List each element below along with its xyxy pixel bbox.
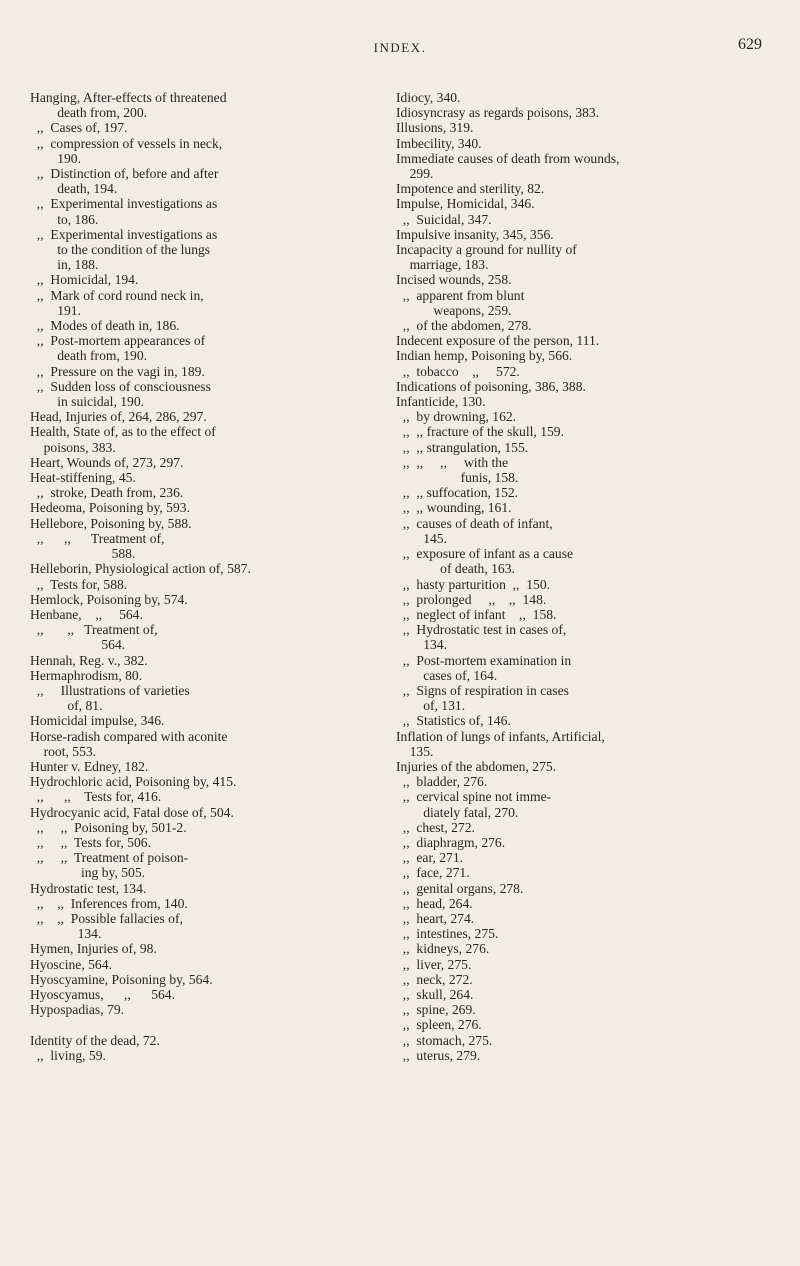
index-entry-line: ,, chest, 272.: [396, 819, 475, 835]
index-entry-line: Hymen, Injuries of, 98.: [30, 941, 157, 957]
index-entry-line: Hennah, Reg. v., 382.: [30, 652, 148, 668]
index-entry-line: in suicidal, 190.: [30, 394, 145, 410]
index-entry-line: ,, stomach, 275.: [396, 1032, 493, 1048]
index-entry-line: marriage, 183.: [396, 257, 489, 273]
index-entry-line: Imbecility, 340.: [396, 135, 482, 151]
index-entry-line: Hyoscyamine, Poisoning by, 564.: [30, 971, 213, 987]
index-entry-line: Heat-stiffening, 45.: [30, 470, 136, 486]
index-entry-line: ,, Experimental investigations as: [30, 226, 218, 242]
index-entry-line: ,, Suicidal, 347.: [396, 211, 492, 227]
index-entry-line: Hedeoma, Poisoning by, 593.: [30, 500, 190, 516]
index-entry-line: Health, State of, as to the effect of: [30, 424, 216, 440]
index-entry-line: ,, cervical spine not imme-: [396, 789, 552, 805]
index-entry-line: weapons, 259.: [396, 302, 512, 318]
index-entry-line: death from, 190.: [30, 348, 148, 364]
index-entry-line: Head, Injuries of, 264, 286, 297.: [30, 409, 207, 425]
index-entry-line: 191.: [30, 302, 81, 318]
index-entry-line: Henbane, ,, 564.: [30, 606, 143, 622]
index-entry-line: ,, by drowning, 162.: [396, 409, 517, 425]
page-number: 629: [738, 36, 762, 53]
index-entry-line: ,, exposure of infant as a cause: [396, 546, 574, 562]
index-entry-line: ,, ,, Treatment of,: [30, 530, 165, 546]
index-entry-line: ,, spleen, 276.: [396, 1017, 482, 1033]
index-entry-line: Horse-radish compared with aconite: [30, 728, 228, 744]
index-entry-line: ,, tobacco ,, 572.: [396, 363, 520, 379]
index-column-left: [30, 90, 380, 1063]
index-entry-line: 135.: [396, 743, 434, 759]
index-entry-line: ,, Illustrations of varieties: [30, 682, 190, 698]
index-entry-line: ,, Distinction of, before and after: [30, 166, 219, 182]
index-entry-line: 134.: [30, 926, 102, 942]
index-entry-line: ,, face, 271.: [396, 865, 470, 881]
index-entry-line: Immediate causes of death from wounds,: [396, 150, 620, 166]
index-entry-line: Idiocy, 340.: [396, 90, 461, 105]
index-entry-line: to, 186.: [30, 211, 99, 227]
index-entry-line: Infanticide, 130.: [396, 394, 486, 410]
index-entry-line: ,, genital organs, 278.: [396, 880, 524, 896]
index-entry-line: 299.: [396, 166, 434, 182]
index-entry-line: Heart, Wounds of, 273, 297.: [30, 454, 184, 470]
index-entry-line: ,, neglect of infant ,, 158.: [396, 606, 557, 622]
index-entry-line: ,, ,, Tests for, 416.: [30, 789, 162, 805]
index-entry-line: funis, 158.: [396, 470, 519, 486]
index-entry-line: of, 81.: [30, 698, 103, 714]
index-entry-line: Impotence and sterility, 82.: [396, 181, 545, 197]
index-entry-line: Hemlock, Poisoning by, 574.: [30, 591, 188, 607]
index-entry-line: ,, uterus, 279.: [396, 1047, 481, 1063]
index-entry-line: ,, of the abdomen, 278.: [396, 318, 532, 334]
index-entry-line: Impulsive insanity, 345, 356.: [396, 226, 554, 242]
index-entry-line: ,, kidneys, 276.: [396, 941, 490, 957]
index-entry-line: ,, ,, strangulation, 155.: [396, 439, 529, 455]
index-entry-line: ,, intestines, 275.: [396, 926, 499, 942]
index-entry-line: ,, skull, 264.: [396, 986, 474, 1002]
index-entry-line: Hunter v. Edney, 182.: [30, 758, 149, 774]
index-entry-line: Hermaphrodism, 80.: [30, 667, 143, 683]
index-entry-line: ,, stroke, Death from, 236.: [30, 485, 184, 501]
index-entry-line: ,, Statistics of, 146.: [396, 713, 511, 729]
index-entry-line: ,, diaphragm, 276.: [396, 834, 506, 850]
index-entry-line: ,, hasty parturition ,, 150.: [396, 576, 551, 592]
index-entry-line: Hypospadias, 79.: [30, 1002, 125, 1018]
index-entry-line: Illusions, 319.: [396, 120, 474, 136]
index-entry-line: [30, 1017, 380, 1032]
index-entry-line: ,, living, 59.: [30, 1047, 106, 1063]
index-entry-line: ,, Cases of, 197.: [30, 120, 128, 136]
index-entry-line: ,, ,, Treatment of,: [30, 622, 158, 638]
index-entry-line: ,, head, 264.: [396, 895, 473, 911]
index-entry-line: Identity of the dead, 72.: [30, 1032, 160, 1048]
index-entry-line: ,, Mark of cord round neck in,: [30, 287, 204, 303]
index-entry-line: ,, ,, suffocation, 152.: [396, 485, 519, 501]
index-entry-line: Injuries of the abdomen, 275.: [396, 758, 557, 774]
index-entry-line: ,, Hydrostatic test in cases of,: [396, 622, 567, 638]
index-entry-line: ,, ,, Tests for, 506.: [30, 834, 151, 850]
index-entry-line: to the condition of the lungs: [30, 242, 211, 258]
index-column-right: [396, 90, 771, 1063]
index-entry-line: Impulse, Homicidal, 346.: [396, 196, 535, 212]
index-entry-line: ,, neck, 272.: [396, 971, 473, 987]
index-entry-line: Homicidal impulse, 346.: [30, 713, 165, 729]
index-entry-line: ,, Experimental investigations as: [30, 196, 218, 212]
index-entry-line: ,, liver, 275.: [396, 956, 472, 972]
index-entry-line: Hydrochloric acid, Poisoning by, 415.: [30, 774, 237, 790]
index-entry-line: Hellebore, Poisoning by, 588.: [30, 515, 192, 531]
index-entry-line: of, 131.: [396, 698, 466, 714]
index-entry-line: ,, ,, fracture of the skull, 159.: [396, 424, 564, 440]
index-entry-line: 588.: [30, 546, 136, 562]
index-entry-line: poisons, 383.: [30, 439, 116, 455]
index-entry-line: 145.: [396, 530, 447, 546]
index-entry-line: Incised wounds, 258.: [396, 272, 512, 288]
index-entry-line: ,, Modes of death in, 186.: [30, 318, 180, 334]
index-entry-line: death from, 200.: [30, 105, 148, 121]
index-entry-line: Hyoscyamus, ,, 564.: [30, 986, 175, 1002]
index-entry-line: diately fatal, 270.: [396, 804, 519, 820]
index-entry-line: of death, 163.: [396, 561, 515, 577]
index-entry-line: ,, Signs of respiration in cases: [396, 682, 569, 698]
index-entry-line: Hydrostatic test, 134.: [30, 880, 147, 896]
index-entry-line: death, 194.: [30, 181, 118, 197]
index-entry-line: ,, ,, Poisoning by, 501-2.: [30, 819, 187, 835]
index-entry-line: 190.: [30, 150, 81, 166]
index-entry-line: ,, spine, 269.: [396, 1002, 476, 1018]
index-entry-line: ,, Post-mortem appearances of: [30, 333, 206, 349]
index-entry-line: ,, heart, 274.: [396, 910, 475, 926]
index-entry-line: cases of, 164.: [396, 667, 498, 683]
index-entry-line: Indecent exposure of the person, 111.: [396, 333, 600, 349]
index-entry-line: 134.: [396, 637, 447, 653]
index-entry-line: ,, Pressure on the vagi in, 189.: [30, 363, 205, 379]
index-entry-line: 564.: [30, 637, 126, 653]
index-entry-line: Indian hemp, Poisoning by, 566.: [396, 348, 573, 364]
index-entry-line: Idiosyncrasy as regards poisons, 383.: [396, 105, 600, 121]
index-entry-line: ,, bladder, 276.: [396, 774, 488, 790]
index-entry-line: ,, causes of death of infant,: [396, 515, 553, 531]
index-entry-line: Inflation of lungs of infants, Artificial,: [396, 728, 605, 744]
index-entry-line: ,, Homicidal, 194.: [30, 272, 139, 288]
index-entry-line: Helleborin, Physiological action of, 587.: [30, 561, 251, 577]
index-entry-line: ,, ,, ,, with the: [396, 454, 509, 470]
index-entry-line: ,, Sudden loss of consciousness: [30, 378, 211, 394]
index-entry-line: Indications of poisoning, 386, 388.: [396, 378, 586, 394]
index-entry-line: Hanging, After-effects of threatened: [30, 90, 227, 105]
page-header-title: INDEX.: [373, 40, 427, 55]
index-entry-line: ing by, 505.: [30, 865, 146, 881]
index-entry-line: Hyoscine, 564.: [30, 956, 112, 972]
index-entry-line: ,, prolonged ,, ,, 148.: [396, 591, 547, 607]
index-entry-line: ,, ear, 271.: [396, 850, 464, 866]
index-entry-line: ,, ,, Possible fallacies of,: [30, 910, 183, 926]
index-entry-line: ,, ,, wounding, 161.: [396, 500, 512, 516]
index-entry-line: ,, Tests for, 588.: [30, 576, 128, 592]
index-entry-line: in, 188.: [30, 257, 99, 273]
index-entry-line: ,, apparent from blunt: [396, 287, 525, 303]
index-entry-line: Hydrocyanic acid, Fatal dose of, 504.: [30, 804, 234, 820]
index-entry-line: ,, compression of vessels in neck,: [30, 135, 223, 151]
index-entry-line: ,, Post-mortem examination in: [396, 652, 572, 668]
index-entry-line: ,, ,, Treatment of poison-: [30, 850, 189, 866]
index-entry-line: Incapacity a ground for nullity of: [396, 242, 577, 258]
index-entry-line: root, 553.: [30, 743, 97, 759]
index-entry-line: ,, ,, Inferences from, 140.: [30, 895, 188, 911]
